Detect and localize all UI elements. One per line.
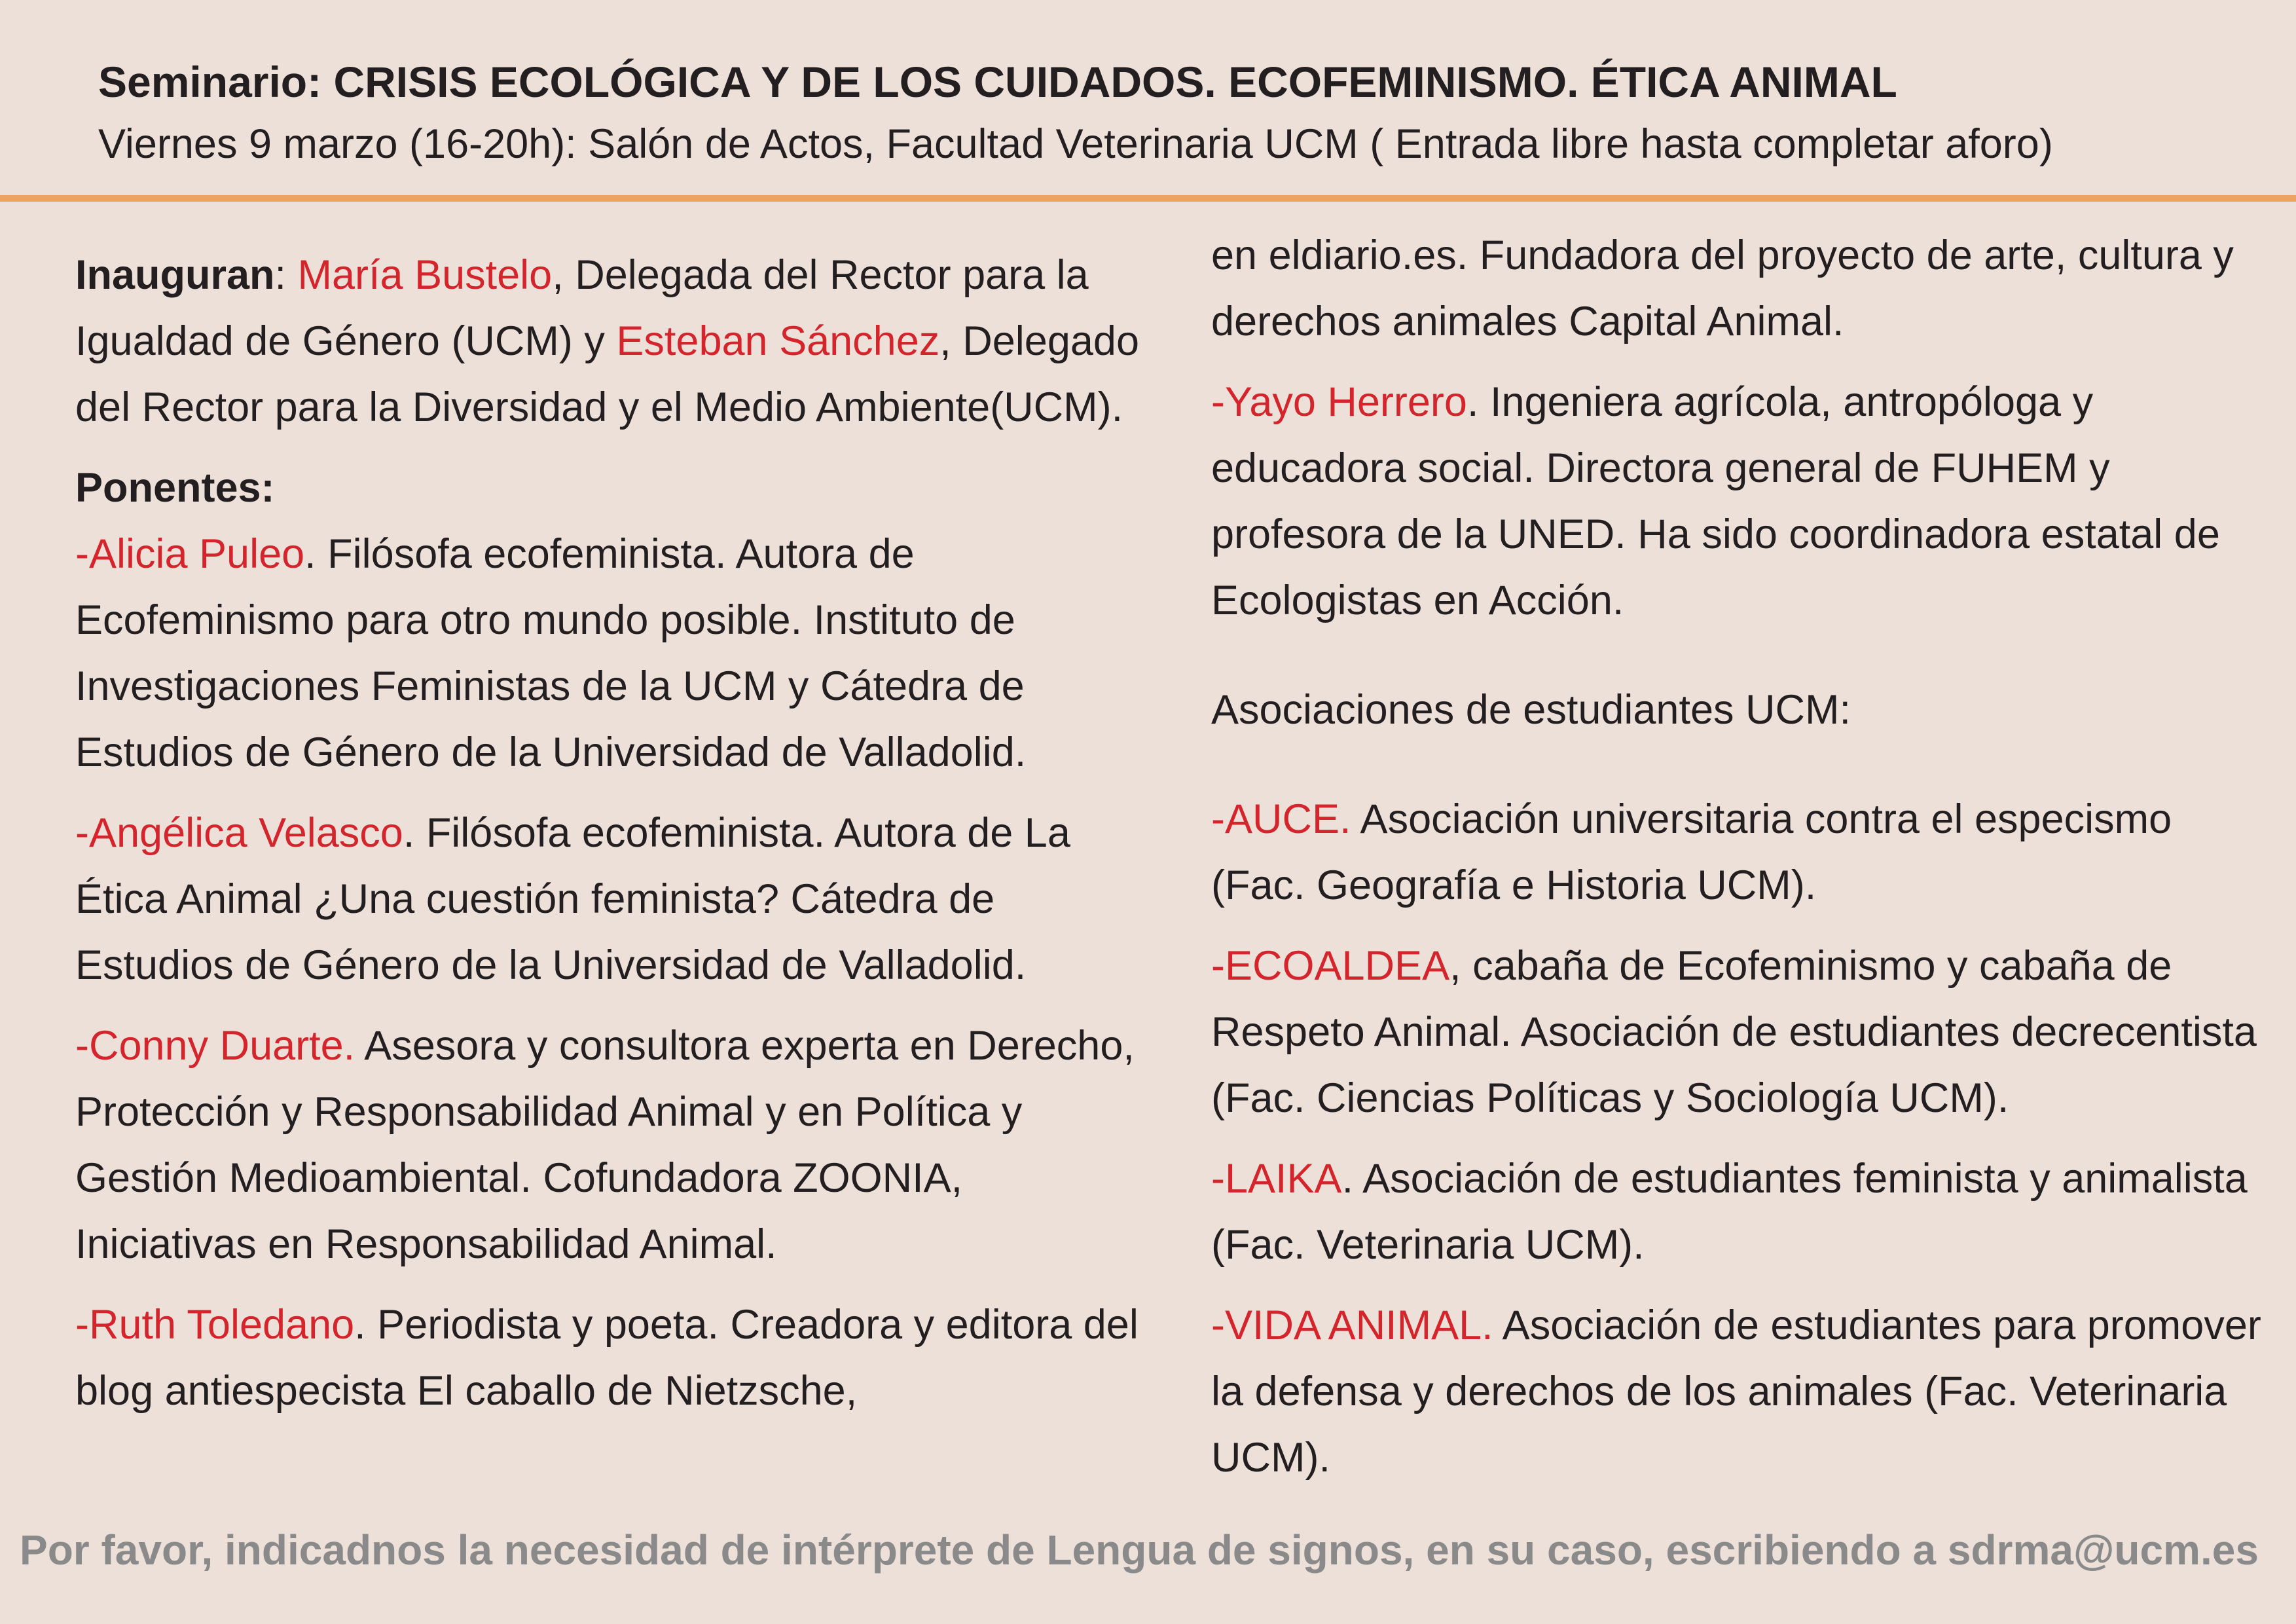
ponentes-heading: Ponentes: [75,465,275,511]
speaker-name: -Ruth Toledano [75,1302,355,1348]
speaker-paragraph [75,800,1149,999]
speaker-bio: . Filósofa ecofeminista. Autora de Ecofeminismo para otro mundo posible. Instituto de Investigaciones Feministas de la UCM y Cátedra de Estudios de Género de la Universidad de Valladolid. [75,531,1027,775]
speaker-paragraph [75,1013,1149,1278]
page-subtitle: Viernes 9 marzo (16-20h): Salón de Actos, Facultad Veterinaria UCM ( Entrada libre hasta completar aforo) [98,121,2053,167]
speaker-bio: . Ingeniera agrícola, antropóloga y educadora social. Directora general de FUHEM y profesora de la UNED. Ha sido coordinadora estatal de Ecologistas en Acción. [1211,379,2220,623]
inauguran-paragraph [75,242,1149,441]
footer-note: Por favor, indicadnos la necesidad de intérprete de Lengua de signos, en su caso, escribiendo a sdrma@ucm.es [20,1526,2259,1574]
speaker-name: -Conny Duarte. [75,1023,355,1069]
speaker-paragraph [75,521,1149,786]
association-paragraph [1211,1293,2272,1491]
association-name: -LAIKA [1211,1156,1342,1202]
inauguran-text-2: , Delegado del Rector para la Diversidad y el Medio Ambiente(UCM). [75,318,1139,430]
speaker-bio: Asesora y consultora experta en Derecho, Protección y Responsabilidad Animal y en Política y Gestión Medioambiental. Cofundadora ZOONIA, Iniciativas en Responsabilidad Animal. [75,1023,1135,1267]
speaker-name: -Yayo Herrero [1211,379,1467,425]
right-column [1211,223,2272,1505]
left-column [75,242,1149,1439]
title-prefix: Seminario: [98,58,334,106]
speaker-paragraph [75,1292,1149,1424]
name-esteban-sanchez: Esteban Sánchez [616,318,940,364]
association-text: Asociación universitaria contra el especismo (Fac. Geografía e Historia UCM). [1211,796,2172,908]
title-text: CRISIS ECOLÓGICA Y DE LOS CUIDADOS. ECOFEMINISMO. ÉTICA ANIMAL [333,58,1897,106]
page-title [98,52,2259,111]
association-text: . Asociación de estudiantes feminista y animalista (Fac. Veterinaria UCM). [1211,1156,2248,1268]
header-divider [0,195,2296,202]
association-paragraph [1211,933,2272,1132]
association-paragraph [1211,786,2272,919]
header [98,52,2259,177]
inauguran-sep: : [274,252,298,298]
inauguran-label: Inauguran [75,252,275,298]
inauguran-text-1: , Delegada del Rector para la Igualdad de Género (UCM) y [75,252,1089,364]
association-text: , cabaña de Ecofeminismo y cabaña de Respeto Animal. Asociación de estudiantes decrecentista (Fac. Ciencias Políticas y Sociología UCM). [1211,943,2257,1121]
association-name: -AUCE. [1211,796,1351,842]
speaker-continuation: en eldiario.es. Fundadora del proyecto de arte, cultura y derechos animales Capital Animal. [1211,232,2234,344]
speaker-name: -Alicia Puleo [75,531,305,577]
asociaciones-heading: Asociaciones de estudiantes UCM: [1211,687,1851,733]
name-maria-bustelo: María Bustelo [297,252,553,298]
association-name: -VIDA ANIMAL. [1211,1302,1493,1348]
association-text: Asociación de estudiantes para promover la defensa y derechos de los animales (Fac. Veterinaria UCM). [1211,1302,2261,1481]
speaker-name: -Angélica Velasco [75,810,403,856]
speaker-bio: . Filósofa ecofeminista. Autora de La Ética Animal ¿Una cuestión feminista? Cátedra de Estudios de Género de la Universidad de Valladolid. [75,810,1070,988]
speaker-paragraph [1211,369,2272,634]
association-paragraph [1211,1146,2272,1278]
speaker-bio: . Periodista y poeta. Creadora y editora del blog antiespecista El caballo de Nietzsche, [75,1302,1139,1414]
association-name: -ECOALDEA [1211,943,1450,989]
